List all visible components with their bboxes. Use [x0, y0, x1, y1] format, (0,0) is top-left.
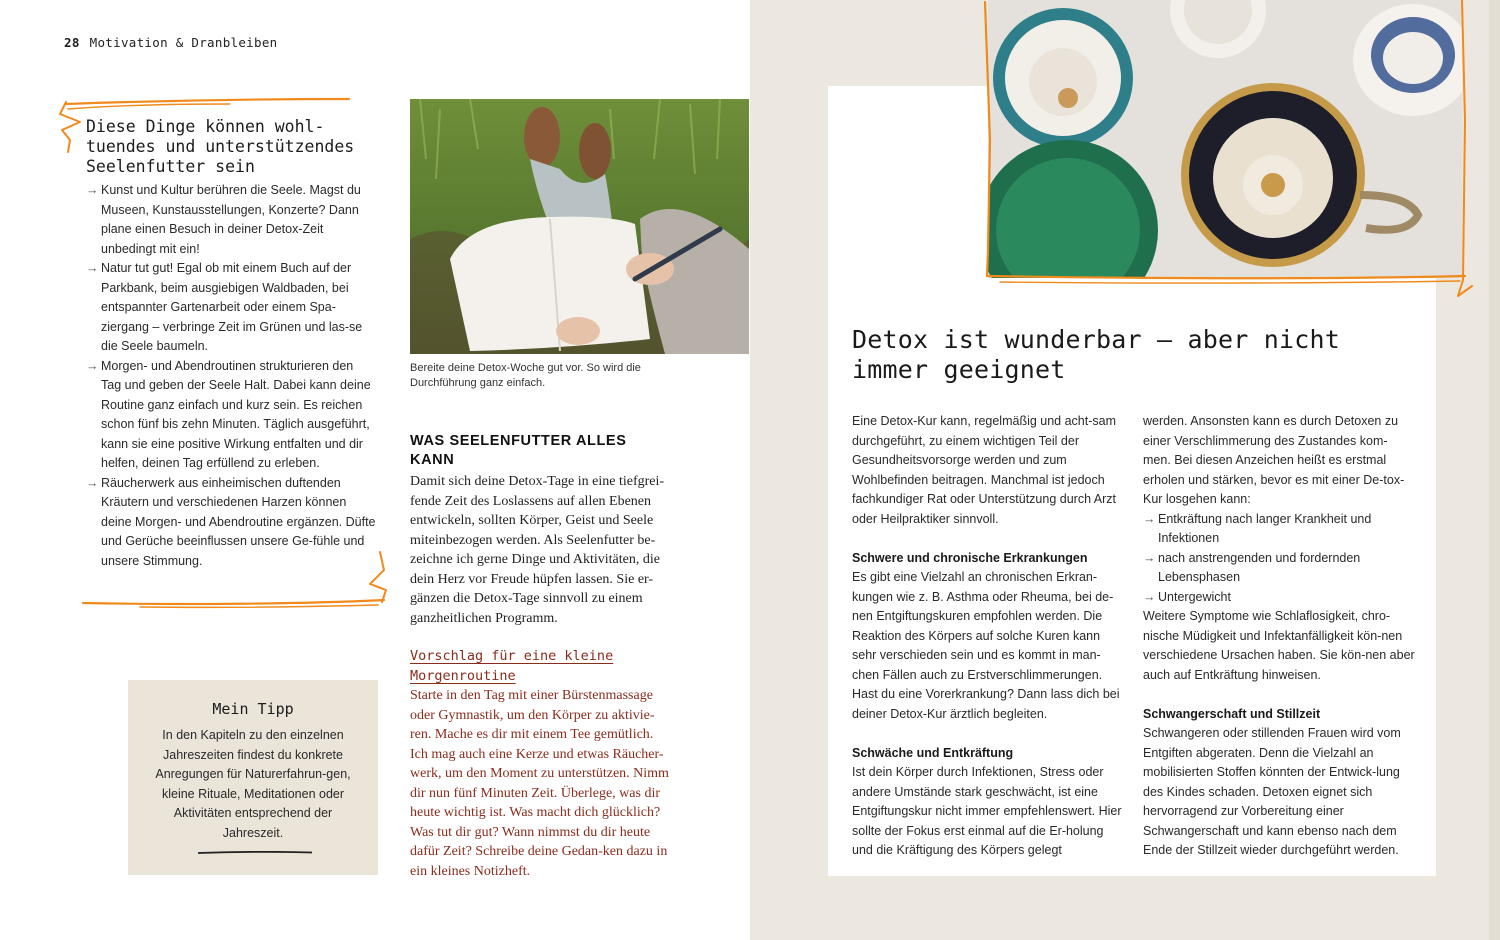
- teacups-illustration: [988, 0, 1462, 278]
- teacups-photo: [988, 0, 1462, 278]
- chapter-title: Motivation & Dranbleiben: [89, 35, 278, 50]
- arrow-right-icon: →: [86, 475, 99, 490]
- list-item: → nach anstrengenden und fordernden Lebensphasen: [1143, 550, 1361, 584]
- tipp-text: In den Kapiteln zu den einzelnen Jahreszeiten findest du konkrete Anregungen für Naturerfahrun-gen, kleine Rituale, Meditationen oder Aktivitäten entsprechend der Jahreszeit.: [155, 728, 351, 840]
- list-item: → Morgen- und Abendroutinen strukturieren den Tag und geben der Seele Halt. Dabei kann deine Routine ganz einfach und kurz sein. Es reichen schon fünf bis zehn Minuten. Täglich ausgeführt, kann sie eine positive Wirkung entfalten und dir helfen, deinen Tag erfüllend zu erleben.: [86, 358, 371, 470]
- arrow-right-icon: →: [86, 358, 99, 373]
- subheading-pregnancy: Schwangerschaft und Stillzeit: [1143, 706, 1321, 721]
- right-title: Detox ist wunderbar – aber nicht immer geeignet: [852, 325, 1341, 384]
- arrow-right-icon: →: [86, 183, 99, 197]
- page-edge: [1489, 0, 1500, 940]
- tipp-card: [128, 680, 378, 875]
- arrow-right-icon: →: [1143, 550, 1156, 565]
- suggestion-body: Starte in den Tag mit einer Bürstenmassage oder Gymnastik, um den Körper zu aktivie-ren. Mache es dir mit einem Tee gemütlich. Ich mag auch eine Kerze und etwas Räucher-werk, um den Moment zu unterstützen. Nimm dir nun fünf Minuten Zeit. Überlege, was dir heute wichtig ist. Was macht dich glücklich? Was tut dir gut? Wann nimmst du dir heute dafür Zeit? Schreibe deine Gedan-ken dazu in ein kleines Notizheft.: [410, 688, 669, 879]
- subheading-weakness: Schwäche und Entkräftung: [852, 745, 1014, 760]
- section-heading: WAS SEELENFUTTER ALLES KANN: [410, 433, 627, 468]
- page-header: [64, 35, 277, 50]
- section-body: Damit sich deine Detox-Tage in eine tiefgrei-fende Zeit des Loslassens auf allen Ebenen entwickeln, sollten Körper, Geist und Seele miteinbezogen werden. Als Seelenfutter be-zeichne ich gerne Dinge und Aktivitäten, die dein Herz vor Freude hüpfen lassen. Sie er-gänzen die Detox-Tage sinnvoll zu einem ganzheitlichen Programm.: [410, 474, 665, 626]
- arrow-right-icon: →: [1143, 589, 1156, 604]
- symptoms-text: Weitere Symptome wie Schlaflosigkeit, chro-nische Müdigkeit und Infektanfälligkeit kön-nen verschiedene Ursachen haben. Sie kön-nen aber auch auf Entkräftung hinweisen.: [1143, 609, 1415, 682]
- weakness-text: Ist dein Körper durch Infektionen, Stress oder andere Umstände stark geschwächt, ist eine Entgiftungskur nicht immer empfehlenswert. Hier sollte der Fokus erst einmal auf die Er-holung und die Kräftigung des Körpers gelegt: [852, 765, 1122, 857]
- suggestion-heading: Vorschlag für eine kleine Morgenroutine: [410, 648, 614, 684]
- list-item: → Kunst und Kultur berühren die Seele. Magst du Museen, Kunstausstellungen, Konzerte? Dann plane einen Besuch in deiner Detox-Zeit unbedingt mit ein!: [86, 183, 361, 256]
- tipp-underline: [198, 851, 312, 854]
- arrow-right-icon: →: [86, 261, 99, 275]
- list-item: → Räucherwerk aus einheimischen duftenden Kräutern und verschiedenen Harzen können deine Morgen- und Abendroutine ergänzen. Düfte und Gerüche beeinflussen unsere Ge-fühle und unsere Stimmung.: [86, 475, 376, 568]
- list-item: → Natur tut gut! Egal ob mit einem Buch auf der Parkbank, beim ausgiebigen Waldbaden, bei entspannter Gartenarbeit oder einem Spa-ziergang – verbringe Zeit im Grünen und las-se die Seele baumeln.: [86, 261, 363, 353]
- notebook-photo: [410, 99, 749, 354]
- right-column-2: [1143, 412, 1415, 861]
- chronic-text: Es gibt eine Vielzahl an chronischen Erkran-kungen wie z. B. Asthma oder Rheuma, bei de-nen Entgiftungskuren empfohlen werden. Die Reaktion des Körpers auf solche Kuren kann sehr verschieden sein und es kommt in man-chen Fällen auch zu Erstverschlimmerungen. Hast du eine Vorerkrankung? Dann lass dich bei deiner Detox-Kur ärztlich begleiten.: [852, 570, 1120, 721]
- right-column-1: [852, 412, 1124, 861]
- notebook-illustration: [410, 99, 749, 354]
- list-item: → Entkräftung nach langer Krankheit und Infektionen: [1143, 511, 1372, 545]
- intro-text: Eine Detox-Kur kann, regelmäßig und acht-sam durchgeführt, zu einem wichtigen Teil der Gesundheitsvorsorge werden und zum Wohlbefinden beitragen. Manchmal ist jedoch fachkundiger Rat oder Unterstützung durch Arzt oder Heilpraktiker sinnvoll.: [852, 414, 1117, 526]
- info-box-title: Diese Dinge können wohl- tuendes und unterstützendes Seelenfutter sein: [86, 117, 355, 176]
- weakness-text-continued: werden. Ansonsten kann es durch Detoxen zu einer Verschlimmerung des Zustandes kom-men. Bei diesen Anzeichen heißt es erstmal erholen und stärken, bevor es mit einer De-tox-Kur losgehen kann:: [1143, 414, 1405, 506]
- page-number: 28: [64, 35, 80, 50]
- photo-caption: Bereite deine Detox-Woche gut vor. So wird die Durchführung ganz einfach.: [410, 362, 641, 389]
- arrow-right-icon: →: [1143, 511, 1156, 526]
- list-item: → Untergewicht: [1143, 588, 1415, 608]
- pregnancy-text: Schwangeren oder stillenden Frauen wird vom Entgiften abgeraten. Denn die Vielzahl an mobilisierten Stoffen könnten der Entwick-lung des Kindes schaden. Detoxen eignet sich hervorragend zur Vorbereitung einer Schwangerschaft und kann ebenso nach dem Ende der Stillzeit wieder durchgeführt werden.: [1143, 726, 1401, 857]
- info-box-list: [86, 181, 376, 571]
- subheading-chronic: Schwere und chronische Erkrankungen: [852, 550, 1088, 565]
- tipp-title: Mein Tipp: [212, 700, 294, 718]
